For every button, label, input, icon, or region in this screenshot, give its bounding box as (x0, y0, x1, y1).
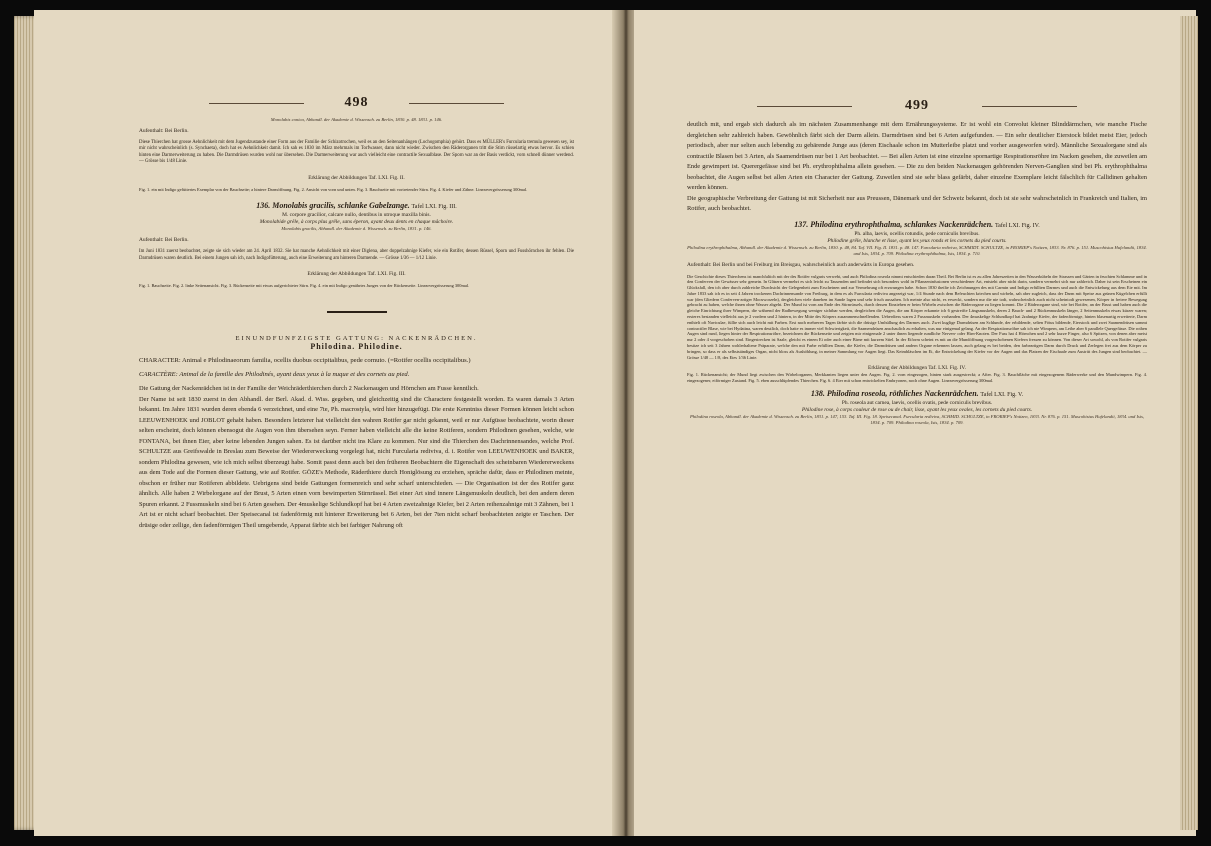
species-138-french: Philodine rose, à corps couleur de rose ou de chair, lisse, ayant les yeux ovales, les cornets du pied courts. (801, 407, 1033, 414)
species-136-latin: M. corpore gracilior, calcare nullo, dentibus in utroque maxilla binis. (282, 212, 431, 219)
species-138-latin: Ph. roseola aut carnea, laevis, ocellis ovatis, pede corniculis brevibus. (841, 400, 993, 407)
right-paragraph-3: Die Geschichte dieses Thierchens ist manchfaltich mit der des Rotifer vulgaris verwebt, und auch Philodina roseola nimmt entschieden daran Theil. Bei Berlin ist es zu allen Jahreszeiten in den Wasserkübeln der Strassen und Gärten in feuchten Schlamme und in den Conferven der Gewässer sehr gemein. In Gläsern vermehrt es sich leicht zu Tausenden und befindet sich besonders wohl in Pflanzeninfusionen verschiedener Art, entsteht aber nicht darin, sondern vermehrt sich nur zahlreich. Daher ist sein Erscheinen ein Glücksfall, den ich aber durch zahlreiche Durchsicht der Gelegenheit zum Erscheinen und zur Vermehrung oft erzwungen habe. Schon 1830 theilte ich Zeichnungen des mit Carmin und Indigo erfüllten Darmes und auch die Entwickelung aus dem Eie mit. Im Jahre 1833 sah ich es in seit 4 Jahren trockenen Dachrinnensande von Freiburg, in dem es als Furcularia rediviva angezeigt war, 1/4 Stunde nach dem Befeuchten kriechen und wirbeln, sah aber zugleich, dass der Darm mit Speise aus grünen Kügelchen erfüllt war (den Gliedern Conferven-artiger Moosworzeln), dergleichen viele daneben im Sande lagen und sehr frisch aussahen. Ich meinte also nicht, es erweckt, sondern nur die nie todt, wahrscheinlich auch nicht scheintodt gewesenen, Körper in freiere Bewegung gebracht zu haben, welche ihnen ohne Wasser abgeht. Der Mund ist vorn am Ende des Stirnrüssels, durch dessen Einziehen er beim Wirbeln zwischen die Räderorgane zu liegen kommt. Die 2 Räderorgane sind, wie bei Rotifer, an der Brust und haben auch die gleiche Einrichtung ihrer Wimpern, die während der Radbewegung weniger sichtbar werden, dergleichen die Augen, die am Körper erkannte ich 6 gestreifte Längsmuskeln, deren 2 Bauch- und 2 Rückenmuskeln länger, 2 Seitenmuskeln etwas kürzer waren; ersteres bestanden vielleicht aus je 2 vordern und 2 hintern, in der Mitte des Körpers zusammenschnellenden. Ueberdiess waren 2 Fussmuskeln vorhanden. Der 4muskelige Schlundkopf hat 2zahnige Kiefer, der fadenförmige, hinten blasenartig erweiterte, Darm enthielt oft Naviculae, füllte sich auch leicht mit Farben. Erst nach mehreren Tagen färbte sich die drüsige Umhüllung des Darmes auch. Zwei kuglige Darmdrüsen am Schlunde, der erbildende, selten Fötus bildende, Eierstock und zwei Saamendrüsen sammt contractiler Blase, wie bei Hydatina, waren deutlich, doch hatte es immer viel Schwierigkeit, die Saamendrüsen anschaulich zu erhalten, was nur einigemal gelang. An der Respirationsröhre sah ich nie Wimpern, am Leibe aber 6 parallele Quergefässe. Die rothen Augen sind rund, liegen hinter der Respirationsröhre, bezeichnen die Rückenseite und zeigten mir einigemale 2 unter ihnen liegende rundliche Nerven- oder Hirn-Knoten. Der Fuss hat 4 Hörnchen und 2 sehr kurze Finger, also 6 Spitzen, von denen aber meist nur 2 oder 4 vorgeschoben sind. Eingestrecken ist Saale, gleicht es einem Ei oder auch einer Birne mit kurzem Stiel. In der Eiform scheint es mit an die Mundöffnung vorgeschobenen Kiefern fressen zu können. Von dieser Art sowohl, als von Rotifer vulgaris besitze ich seit 3 Jahren wohlerhaltene Präparate, welche den mit Farbe erfüllten Darm, die Kiefer, die Darmdrüsen und andern Organe erkennen lassen, auch gelang es bei beiden, den farbeartigen Darm durch Druck und Zerlegen frei aus dem Körper zu bringen, so dass er als selbstständiges Organ, nicht bloss als Aushöhlung, in meiner Sammlung vor Augen liegt. Das Keimbläschen im Ei, die Entwickelung der Kiefer vor der Augen und das Platzen der Eischaale zum Austritt des Jungen sind beobachtet. — Grösse 1/48 — 1/8, des Eies 1/36 Linie. (687, 273, 1147, 360)
right-page-content (687, 98, 1147, 426)
genus-subtitle: Philodina. Philodine. (310, 342, 403, 352)
species-136-tafel: Tafel LXI. Fig. III. (411, 204, 457, 211)
figure-legend-1: Fig. 1. ein mit Indigo gefüttertes Exemplar von der Bauchseite; a hintere Darmöffnung. Fig. 2. Ansicht von vorn und unten. Fig. 3. Bauchseite mit vortretender Stirn. Fig. 4. Kiefer und Zähne. Linearvergrösserung 300mal. (139, 186, 528, 192)
species-136-heading (139, 201, 574, 212)
species-137-title: 137. Philodina erythrophthalma, schlankes Nackenrädchen. (794, 219, 994, 229)
character-latin: CHARACTER: Animal e Philodinaeorum familia, ocellis duobus occipitalibus, pede cornuto. (=Rotifer ocellis occipitalibus.) (139, 357, 471, 365)
paragraph-3: Die Gattung der Nackenrädchen ist in der Familie der Weichräderthierchen durch 2 Nackenaugen und Hörnchen am Fusse kenntlich. (139, 385, 479, 393)
aufenthalt-2: Aufenthalt: Bei Berlin. (139, 237, 189, 244)
left-page-number: 498 (139, 95, 574, 111)
caractere-french: CARACTÈRE: Animal de la famille des Philodinés, ayant deux yeux à la nuque et des cornets au pied. (139, 371, 410, 379)
left-page (34, 10, 617, 836)
right-page-edges (1180, 16, 1198, 830)
erklaerung-2: Erklärung der Abbildungen Taf. LXI. Fig. III. (307, 271, 406, 278)
species-138-heading (687, 389, 1147, 400)
paragraph-1: Diese Thierchen hat grosse Aehnlichkeit mit dem Jugendzustande einer Form aus der Familie der Schizotrochen, weil es an den Seitenanhängen (Lochogomphia) gehört. Dass es MÜLLER's Furcularia tremula gewesen sey, ist mir nicht wahrscheinlich (s. Synchaeta), doch hat es Aehnlichkeit damit. Ich sah es 1830 im März mehrmals im Torfwasser, dann nicht wieder. Zwischen den Räderorganen tritt die Stirn rüsselartig etwas hervor. Es schien hinten eine Darmerweiterung zu haben. Die Darmdrüsen wurden wohl nur übersehen. Die Darmerweiterung war auch vielleicht eine contractile Sexualblase. Der Sporn war an der Basis verdickt, vorn schnell dünner werdend. — Grösse bis 1/48 Linie. (139, 140, 574, 165)
species-137-heading (687, 220, 1147, 231)
left-page-content (139, 95, 574, 531)
species-137-french: Philodine grêle, blanche et lisse, ayant les yeux ronds et les cornets du pied courts. (827, 237, 1007, 244)
species-136-french: Monolabide grêle, à corps plus grêle, sans éperon, ayant deux dents en chaque mâchoire. (259, 219, 454, 226)
right-page-number: 499 (687, 98, 1147, 114)
species-136-citation: Monolabis gracilis, Abhandl. der Akademie d. Wissensch. zu Berlin, 1831. p. 146. (281, 226, 432, 232)
right-paragraph-1: deutlich mit, und ergab sich dadurch als im nächsten Zusammenhange mit dem Ernährungssysteme. Er ist wohl ein Convolut kleiner Blinddärmchen, wie manche Fische dergleichen sehr zahlreich haben. Gewöhnlich färbt sich der Darm allein. Darmdrüsen sind bei 6 Arten aufgefunden. — Ein sehr deutlicher Eierstock bildet meist Eier, jedoch periodisch, aber nur selten auch lebendig zu gebärende Junge aus (deren Eischaale schon im Mutterleibe platzt und vorher ausgeworfen wird). Männliche Sexualorgane sind als contractile Blasen bei 3 Arten, als Saamendrüsen nur bei 1 Art beobachtet. — Bei allen Arten ist eine einzelne spornartige Respirationsröhre im Nacken gesehen, die zuweilen am Ende gewimpert ist. Querergefässe sind bei Ph. erythrophthalma allein gesehen. — Die zu den beiden Nackenaugen gehörenden Nerven-Ganglien sind bei Ph. erythrophthalma beobachtet, die Augen selbst bei allen Arten ein Character der Gattung. Zuweilen sind sie sehr blass gefärbt, daher einzelne Exemplare leicht fälschlich für Callidinen gehalten werden können. (687, 121, 1147, 191)
paragraph-4: Der Name ist seit 1830 zuerst in den Abhandl. der Berl. Akad. d. Wiss. gegeben, und gleichzeitig sind die Charactere festgestellt worden. Es waren damals 3 Arten bekannt. Im Jahre 1831 wurden deren ebenda 6 verzeichnet, und eine 7te, Ph. macrostyla, wird hier hinzugefügt. Die erste Kenntniss dieser Formen können leicht schon LEEUWENHOEK und JOBLOT gehabt haben. Besonders letzterer hat vielleicht den wahren Rotifer gar nicht gekannt, weil er nur Aufgüsse beobachtete, worin dieser selten erscheint, doch können ebensogut die Augen von ihm übersehen seyn. Ferner haben vielleicht alle die keine Rotiferen, sondern Philodinen gesehen, welche, wie FONTANA, bei ihnen Eier, aber keine lebenden Jungen sahen. Es ist darüber nicht ins Klare zu kommen. Nur sind die Thierchen des Dachrinnensandes, welche Prof. SCHULTZE aus Greifswalde in Breslau zum Beweise der Wiedererweckung vorgelegt hat, nicht Furcularia rediviva, d. i. Rotifer von LEEUWENHOEK und BAKER, sondern Philodina gewesen, wie ich mich selbst überzeugt habe. Somit passt denn auch bei den früheren Beobachtern die Eigenschaft des scheinbaren Wiedererweckens aus dem Tode auf die Formen dieser Gattung, wie auf Rotifer. GÖZE's Methode, Räderthiere durch Honiglösung zu erziehen, spräche dafür, dass er Philodinen meinte, obschon er früher nur Rotiferen abbildete. Uebrigens sind beide Gattungen formenreich und sehr scharf unterschieden. — Die Organisation ist der des Rotifer ganz ähnlich. Alle haben 2 Wirbelorgane auf der Brust, 5 Arten einen vorn bewimperten Stirnrüssel. Bei einer Art sind innere Längsmuskeln deutlich, bei den andern deren Spuren erkannt. 2 Fussmuskeln sind bei 6 Arten gesehen. Der 4muskelige Schlundkopf hat bei 4 Arten zweizahnige Kiefer, bei 2 Arten reihenzahnige mit 3 Zähnen, bei 1 Art ist er nicht scharf beobachtet. Der Speisecanal ist fadenförmig mit hinterer Erweiterung bei 6 Arten, bei der 7ten nicht scharf beobachteten zeigte er Taschen. Der drüsige oder zellige, den fadenförmigen Theil umgebende, Apparat färbte sich bei farbiger Nahrung oft (139, 395, 574, 529)
right-page (634, 10, 1196, 836)
species-137-latin: Ph. alba, laevis, ocellis rotundis, pede corniculis brevibus. (854, 230, 980, 237)
section-divider (327, 311, 387, 313)
species-136-title: 136. Monolabis gracilis, schlanke Gabelzange. (256, 201, 410, 211)
right-figure-legend: Fig. 1. Rückenansicht; der Mund liegt zwischen den Wirbelorganen, Merkkanten liegen unter den Augen. Fig. 2. vorn eingezogen, hinten stark ausgestreckt; a After. Fig. 3. Bauchfläche mit eingezogenem Räderwerke und den Mundwimpern. Fig. 4. eingezogener, eiförmiger Zustand. Fig. 5. eben ausschlüpfendes Thierchen. Fig. 6. 4 Eier mit schon entwickelten Embryonen, noch ohne Augen. Linearvergrösserung 300mal. (687, 372, 1147, 384)
aufenthalt-1: Aufenthalt: Bei Berlin. (139, 128, 189, 134)
figure-legend-2: Fig. 1. Bauchseite. Fig. 2. linke Seitenansicht. Fig. 3. Rückenseite mit etwas aufgerichteter Stirn. Fig. 4. ein mit Indigo genährtes Junges von der Rückenseite. Linearvergrösserung 300mal. (139, 283, 470, 289)
species-137-tafel: Tafel LXI. Fig. IV. (994, 222, 1040, 229)
right-erklaerung: Erklärung der Abbildungen Taf. LXI. Fig. IV. (868, 365, 966, 372)
top-citation: Monolabis conica, Abhandl. der Akademie d. Wissensch. zu Berlin, 1830. p. 48. 1831. p. 146. (270, 117, 443, 122)
erklaerung-1: Erklärung der Abbildungen Taf. LXI. Fig. II. (308, 174, 405, 181)
open-book (14, 10, 1198, 836)
species-138-citation: Philodina roseola, Abhandl. der Akademie d. Wissensch. zu Berlin, 1831. p. 147, 153. Taf. III. Fig. 18. Speisecanal. Furcularia rediviva, SCHMID. SCHULTZE, in FRORIEP's Notizen, 1833. Nr. 876. p. 151. Muscohistus Hufelandii, 1834. und Isis, 1834. p. 709. Philodina roseola, Isis, 1834. p. 709. (689, 414, 1145, 426)
species-137-citation: Philodina erythrophthalma, Abhandl. der Akademie d. Wissensch. zu Berlin, 1830. p. 48, 84. Taf. VII. Fig. II. 1831. p. 48. 147. Furcularia rediviva, SCHMIDT. SCHULTZE, in FRORIEP's Notizen, 1833. Nr. 876. p. 151. Muscohistus Hufelandii, 1834. und Isis, 1834. p. 709. Philodina erythrophthalma, Isis, 1834. p. 710. (687, 244, 1147, 256)
paragraph-2: Im Juni 1831 zuerst beobachtet, zeigte sie sich wieder am 24. April 1832. Sie hat manche Aehnlichkeit mit einer Diglena, aber doppelzahnige Kiefer, wie ein Rotifer, dessen Rüssel, Sporn und Fusshörnchen ihr fehlen. Die Darmdrüsen waren deutlich. Bei einem Jungen sah ich, nach Indigofütterung, auch eine Erweiterung am hinteren Darmende. — Grösse 1/36 — 1/12 Linie. (139, 249, 574, 261)
right-paragraph-2: Die geographische Verbreitung der Gattung ist mit Sicherheit nur aus Preussen, Dänemark und der Schweiz bekannt, doch ist sie sehr wahrscheinlich in Frankreich und Italien, im Rotifer, auch beobachtet. (687, 194, 1147, 212)
species-138-title: 138. Philodina roseola, röthliches Nackenrädchen. (810, 389, 979, 399)
genus-heading: EINUNDFUNFZIGSTE GATTUNG: NACKENRÄDCHEN. (235, 335, 478, 343)
species-138-tafel: Tafel LXI. Fig. V. (980, 392, 1024, 399)
right-aufenthalt: Aufenthalt: Bei Berlin und bei Freiburg im Breisgau, wahrscheinlich auch anderwärts in Europa gesehen. (687, 261, 915, 268)
